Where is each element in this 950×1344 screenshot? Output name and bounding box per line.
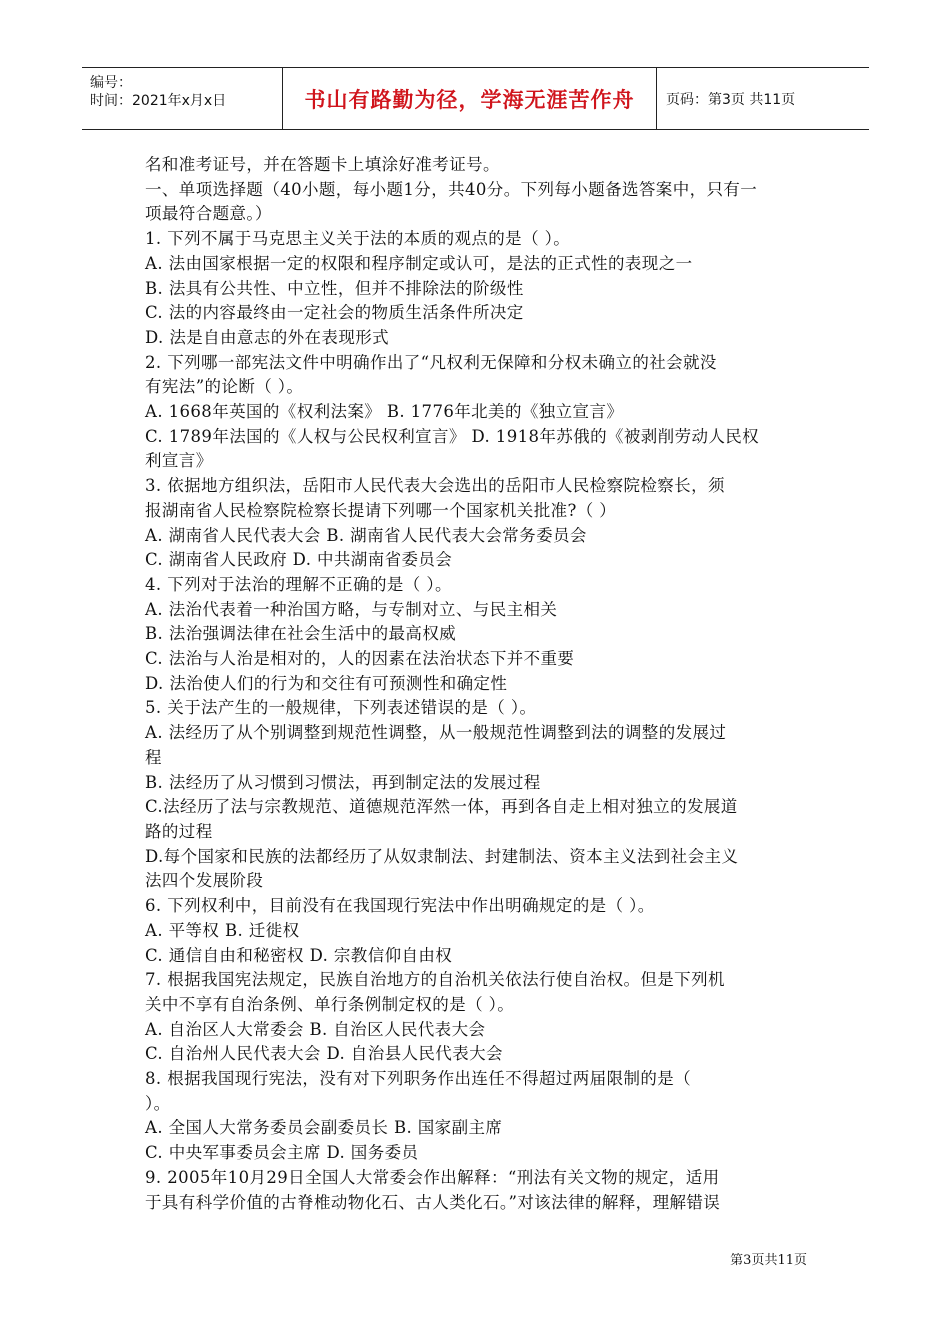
motto-text: 书山有路勤为径，学海无涯苦作舟: [304, 87, 635, 112]
text-line: B. 法具有公共性、中立性，但并不排除法的阶级性: [145, 278, 524, 298]
text-line: 1. 下列不属于马克思主义关于法的本质的观点的是（ ）。: [145, 229, 571, 249]
text-line: C. 法治与人治是相对的，人的因素在法治状态下并不重要: [145, 649, 575, 669]
text-line: 报湖南省人民检察院检察长提请下列哪一个国家机关批准?（ ）: [145, 500, 617, 520]
header-motto-cell: [282, 68, 657, 129]
text-line: C. 自治州人民代表大会 D. 自治县人民代表大会: [145, 1044, 503, 1064]
text-line: 法四个发展阶段: [145, 871, 264, 891]
text-line: C. 法的内容最终由一定社会的物质生活条件所决定: [145, 303, 524, 323]
text-line: A. 平等权 B. 迁徙权: [145, 920, 300, 940]
text-line: A. 全国人大常务委员会副委员长 B. 国家副主席: [145, 1118, 503, 1138]
header-page-cell: [656, 68, 869, 129]
text-line: A. 法治代表着一种治国方略，与专制对立、与民主相关: [145, 599, 558, 619]
text-line: C. 中央军事委员会主席 D. 国务委员: [145, 1143, 419, 1163]
page-header: [82, 67, 869, 130]
text-line: 程: [145, 747, 162, 767]
text-line: D. 法是自由意志的外在表现形式: [145, 327, 390, 347]
text-line: 2. 下列哪一部宪法文件中明确作出了“凡权利无保障和分权未确立的社会就没: [145, 352, 717, 372]
document-body: [145, 153, 810, 1215]
text-line: A. 自治区人大常委会 B. 自治区人民代表大会: [145, 1019, 486, 1039]
text-line: B. 法治强调法律在社会生活中的最高权威: [145, 624, 457, 644]
text-line: 名和准考证号，并在答题卡上填涂好准考证号。: [145, 155, 500, 174]
text-line: 9. 2005年10月29日全国人大常委会作出解释：“刑法有关文物的规定，适用: [145, 1167, 720, 1187]
text-line: D.每个国家和民族的法都经历了从奴隶制法、封建制法、资本主义法到社会主义: [145, 846, 739, 866]
text-line: 项最符合题意。）: [145, 204, 272, 224]
page-footer: 第3页共11页: [730, 1253, 807, 1268]
text-line: D. 法治使人们的行为和交往有可预测性和确定性: [145, 673, 508, 693]
text-line: ）。: [145, 1093, 171, 1113]
text-line: B. 法经历了从习惯到习惯法，再到制定法的发展过程: [145, 772, 541, 792]
text-line: 8. 根据我国现行宪法，没有对下列职务作出连任不得超过两届限制的是（: [145, 1069, 692, 1089]
text-line: 路的过程: [145, 821, 213, 841]
text-line: 5. 关于法产生的一般规律，下列表述错误的是（ ）。: [145, 698, 537, 718]
text-line: A. 湖南省人民代表大会 B. 湖南省人民代表大会常务委员会: [145, 525, 587, 545]
text-line: A. 1668年英国的《权利法案》 B. 1776年北美的《独立宣言》: [145, 402, 624, 422]
document-date: 时间：2021年x月x日: [90, 93, 227, 109]
header-meta: [82, 68, 282, 129]
text-line: C. 湖南省人民政府 D. 中共湖南省委员会: [145, 550, 453, 570]
text-line: 有宪法”的论断（ ）。: [145, 377, 304, 397]
text-line: 4. 下列对于法治的理解不正确的是（ ）。: [145, 574, 452, 594]
text-line: 利宣言》: [145, 451, 213, 471]
text-line: 3. 依据地方组织法，岳阳市人民代表大会选出的岳阳市人民检察院检察长，须: [145, 476, 725, 496]
text-line: 于具有科学价值的古脊椎动物化石、古人类化石。”对该法律的解释，理解错误: [145, 1192, 721, 1212]
text-line: 关中不享有自治条例、单行条例制定权的是（ ）。: [145, 994, 515, 1014]
document-number-label: 编号：: [90, 75, 132, 91]
text-line: C.法经历了法与宗教规范、道德规范浑然一体，再到各自走上相对独立的发展道: [145, 797, 738, 817]
text-line: 一、单项选择题（40小题，每小题1分，共40分。下列每小题备选答案中，只有一: [145, 179, 758, 199]
text-line: C. 通信自由和秘密权 D. 宗教信仰自由权: [145, 945, 453, 965]
text-line: 6. 下列权利中，目前没有在我国现行宪法中作出明确规定的是（ ）。: [145, 896, 655, 916]
header-page-number: 页码：第3页 共11页: [666, 91, 796, 108]
text-line: 7. 根据我国宪法规定，民族自治地方的自治机关依法行使自治权。但是下列机: [145, 970, 725, 990]
text-line: A. 法由国家根据一定的权限和程序制定或认可，是法的正式性的表现之一: [145, 253, 693, 273]
text-line: C. 1789年法国的《人权与公民权利宣言》 D. 1918年苏俄的《被剥削劳动人民权: [145, 426, 760, 446]
text-line: A. 法经历了从个别调整到规范性调整，从一般规范性调整到法的调整的发展过: [145, 723, 727, 743]
